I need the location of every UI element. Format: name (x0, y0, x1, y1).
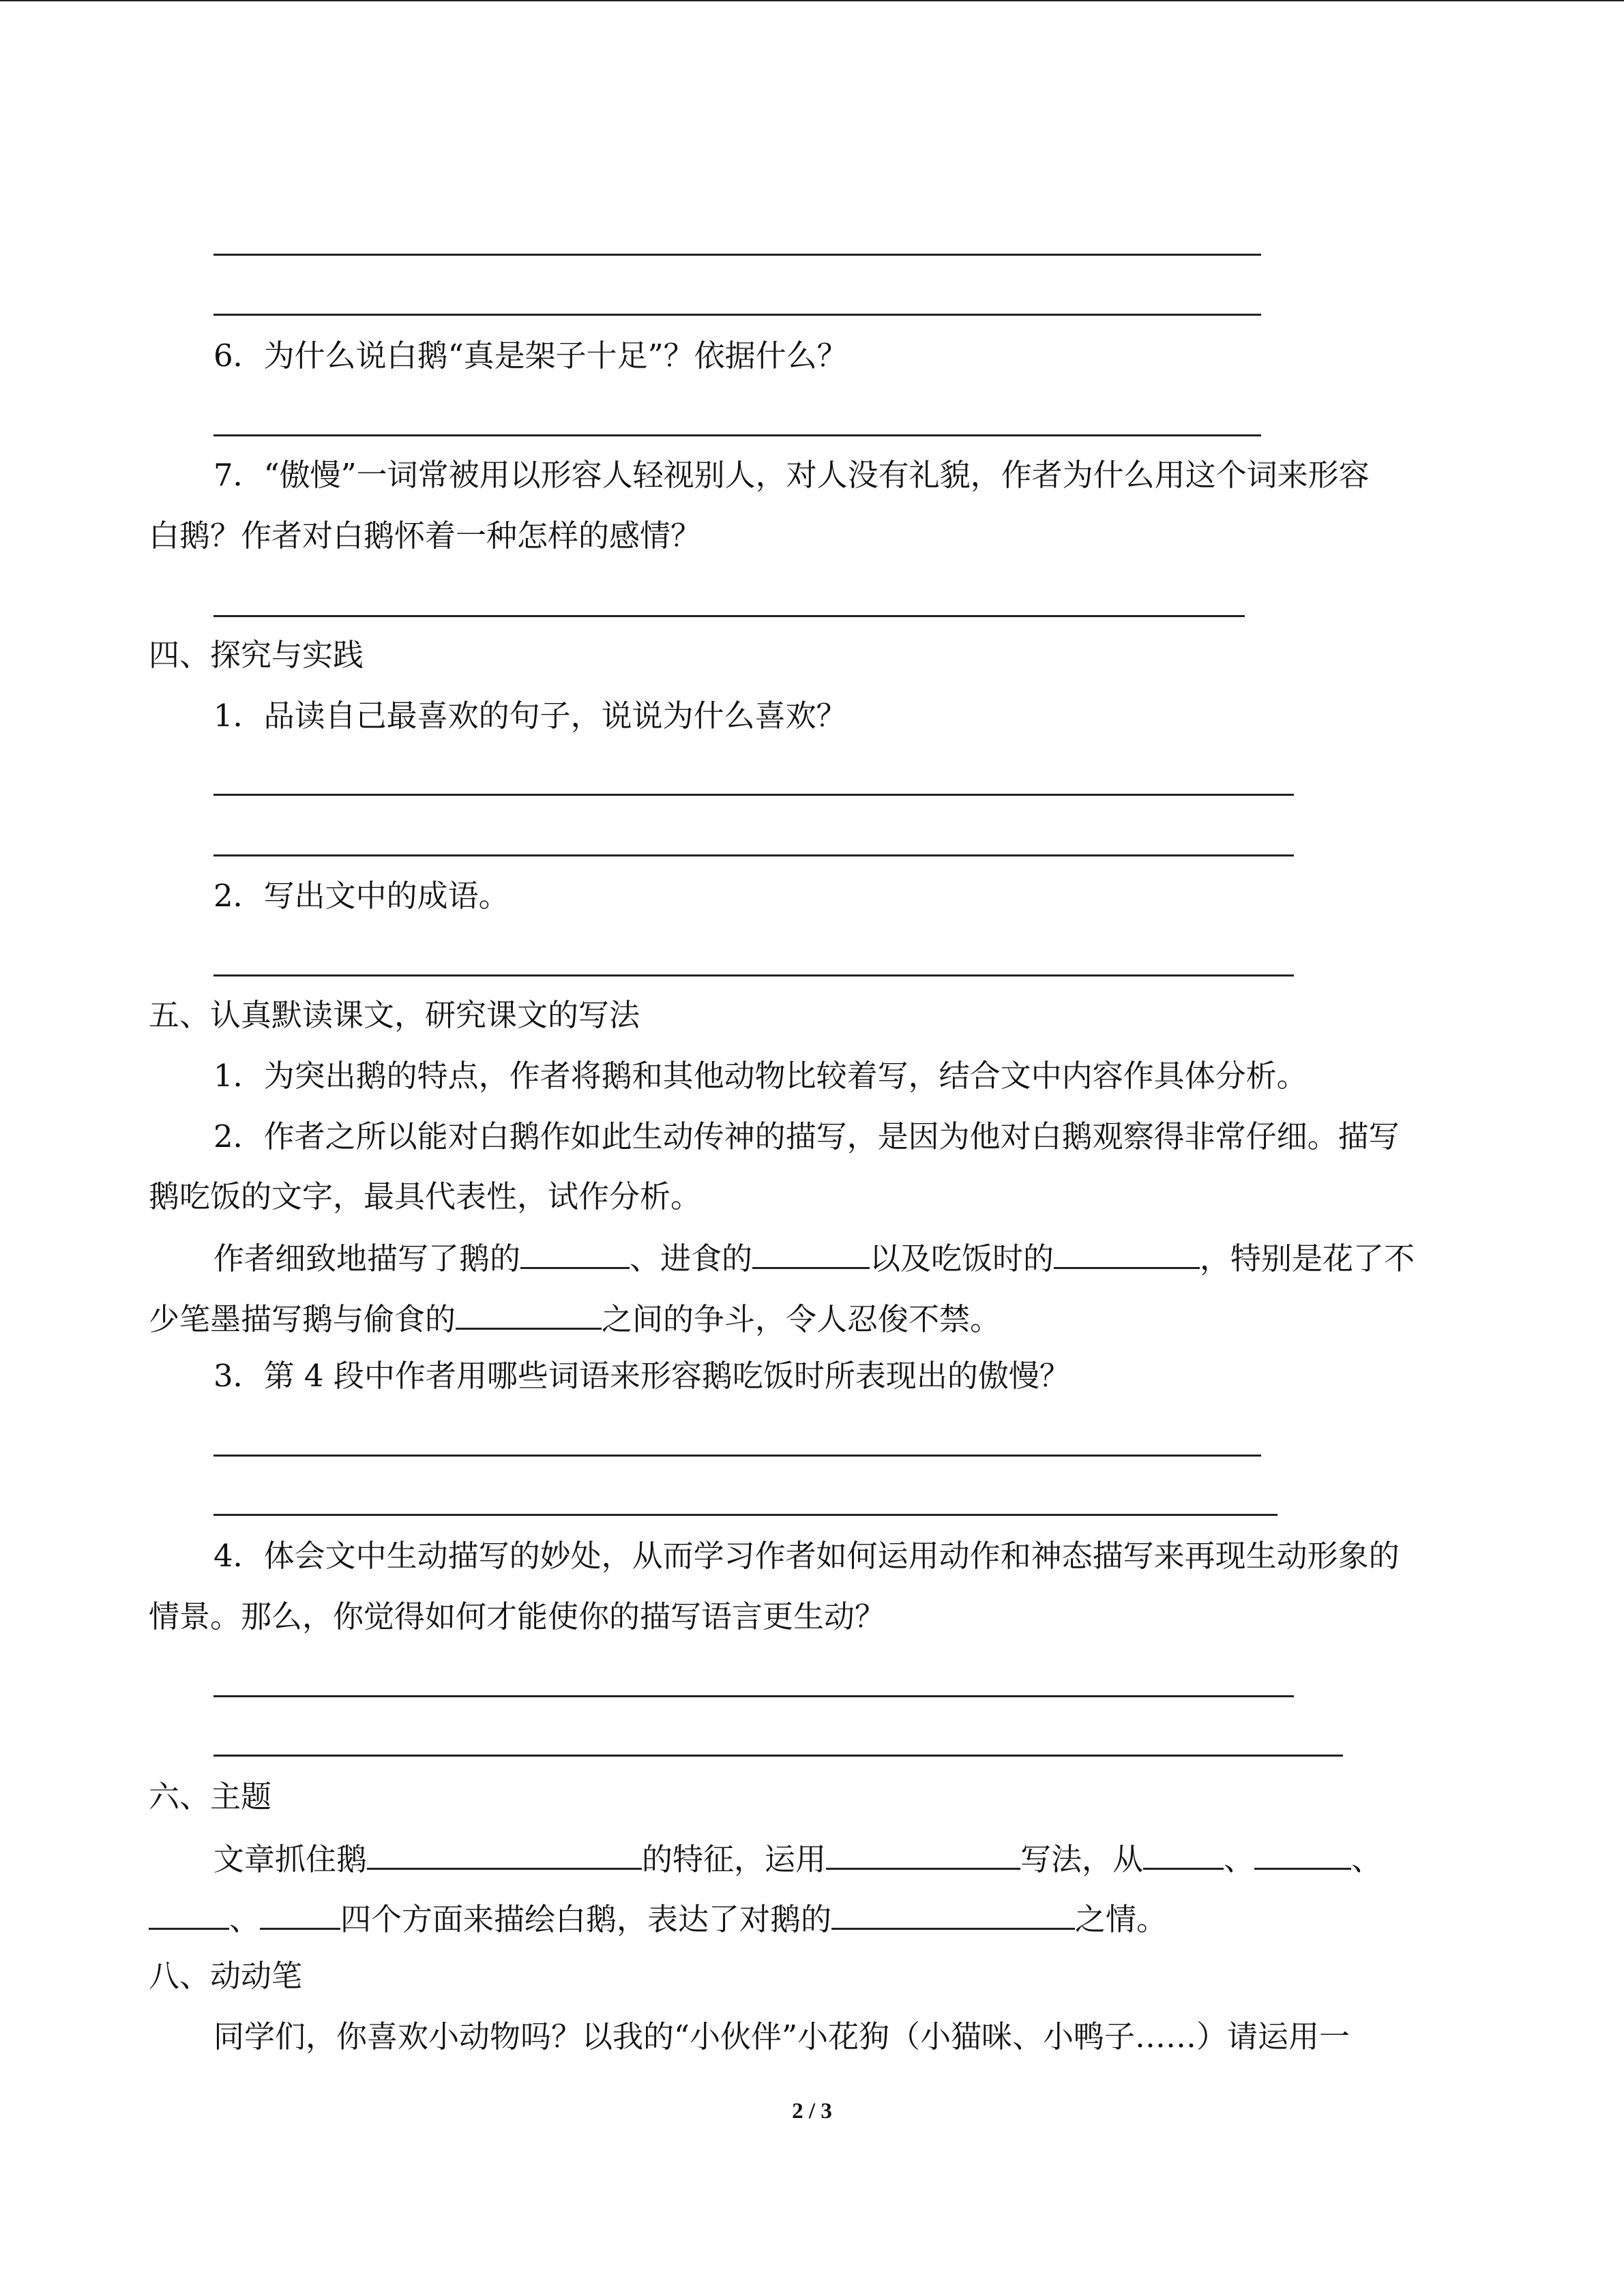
fill-text: ，特别是花了不 (1200, 1240, 1415, 1277)
section-5-question-4-line-2: 情景。那么，你觉得如何才能使你的描写语言更生动？ (149, 1598, 886, 1635)
fill-text: 作者细致地描写了鹅的 (213, 1240, 521, 1277)
blank-field[interactable] (1143, 1836, 1224, 1870)
fill-sentence-line-2 (149, 1296, 1001, 1340)
fill-text: 以及吃饭时的 (870, 1240, 1054, 1277)
answer-line[interactable] (213, 1514, 1278, 1516)
answer-line[interactable] (213, 314, 1261, 316)
section-4-heading: 四、探究与实践 (149, 637, 364, 673)
fill-text: 、进食的 (630, 1240, 753, 1277)
fill-sentence-line-1 (213, 1236, 1415, 1279)
fill-text: 、 (229, 1901, 261, 1937)
blank-field[interactable] (260, 1896, 340, 1930)
fill-text: 少笔墨描写鹅与偷食的 (149, 1301, 456, 1337)
answer-line[interactable] (213, 1695, 1294, 1697)
section-4-question-2: 2．写出文中的成语。 (213, 878, 510, 914)
answer-line[interactable] (213, 794, 1294, 796)
fill-text: 写法，从 (1020, 1841, 1144, 1877)
section-5-heading: 五、认真默读课文，研究课文的写法 (149, 997, 640, 1033)
section-4-question-1: 1．品读自己最喜欢的句子，说说为什么喜欢？ (213, 698, 847, 734)
blank-field[interactable] (149, 1896, 229, 1930)
theme-sentence-line-1 (213, 1836, 1382, 1880)
question-7-line-1: 7．“傲慢”一词常被用以形容人轻视别人，对人没有礼貌，作者为什么用这个词来形容 (213, 457, 1370, 493)
blank-field[interactable] (1054, 1236, 1200, 1269)
section-8-heading: 八、动动笔 (149, 1958, 303, 1994)
blank-field[interactable] (456, 1296, 602, 1330)
section-5-question-1: 1．为突出鹅的特点，作者将鹅和其他动物比较着写，结合文中内容作具体分析。 (213, 1058, 1308, 1094)
blank-field[interactable] (520, 1236, 630, 1269)
answer-line[interactable] (213, 615, 1245, 617)
fill-text: 之情。 (1075, 1901, 1168, 1937)
fill-text: 之间的争斗，令人忍俊不禁。 (602, 1301, 1001, 1337)
fill-text: 的特征，运用 (642, 1841, 827, 1877)
fill-text: 四个方面来描绘白鹅，表达了对鹅的 (340, 1901, 832, 1937)
section-5-question-2-line-1: 2．作者之所以能对白鹅作如此生动传神的描写，是因为他对白鹅观察得非常仔细。描写 (213, 1118, 1400, 1154)
blank-field[interactable] (1254, 1836, 1351, 1870)
answer-line[interactable] (213, 1455, 1261, 1457)
section-6-heading: 六、主题 (149, 1778, 272, 1815)
answer-line[interactable] (213, 434, 1261, 436)
fill-text: 、 (1224, 1841, 1255, 1877)
section-8-text: 同学们，你喜欢小动物吗？以我的“小伙伴”小花狗（小猫咪、小鸭子……）请运用一 (213, 2018, 1350, 2055)
page-number: 2 / 3 (792, 2099, 832, 2123)
answer-line[interactable] (213, 1755, 1343, 1757)
section-5-question-2-line-2: 鹅吃饭的文字，最具代表性，试作分析。 (149, 1178, 702, 1214)
blank-field[interactable] (367, 1836, 642, 1870)
blank-field[interactable] (826, 1836, 1020, 1870)
fill-text: 文章抓住鹅 (213, 1841, 368, 1877)
answer-line[interactable] (213, 254, 1261, 256)
section-5-question-3: 3．第 4 段中作者用哪些词语来形容鹅吃饭时所表现出的傲慢？ (213, 1358, 1070, 1394)
answer-line[interactable] (213, 974, 1294, 976)
blank-field[interactable] (752, 1236, 870, 1269)
answer-line[interactable] (213, 854, 1294, 856)
page-top-border (0, 0, 1624, 1)
section-5-question-4-line-1: 4．体会文中生动描写的妙处，从而学习作者如何运用动作和神态描写来再现生动形象的 (213, 1538, 1400, 1574)
fill-text: 、 (1351, 1841, 1383, 1877)
question-6: 6．为什么说白鹅“真是架子十足”？依据什么？ (213, 338, 848, 374)
question-7-line-2: 白鹅？作者对白鹅怀着一种怎样的感情？ (149, 518, 702, 554)
theme-sentence-line-2 (149, 1896, 1167, 1940)
blank-field[interactable] (831, 1896, 1075, 1930)
